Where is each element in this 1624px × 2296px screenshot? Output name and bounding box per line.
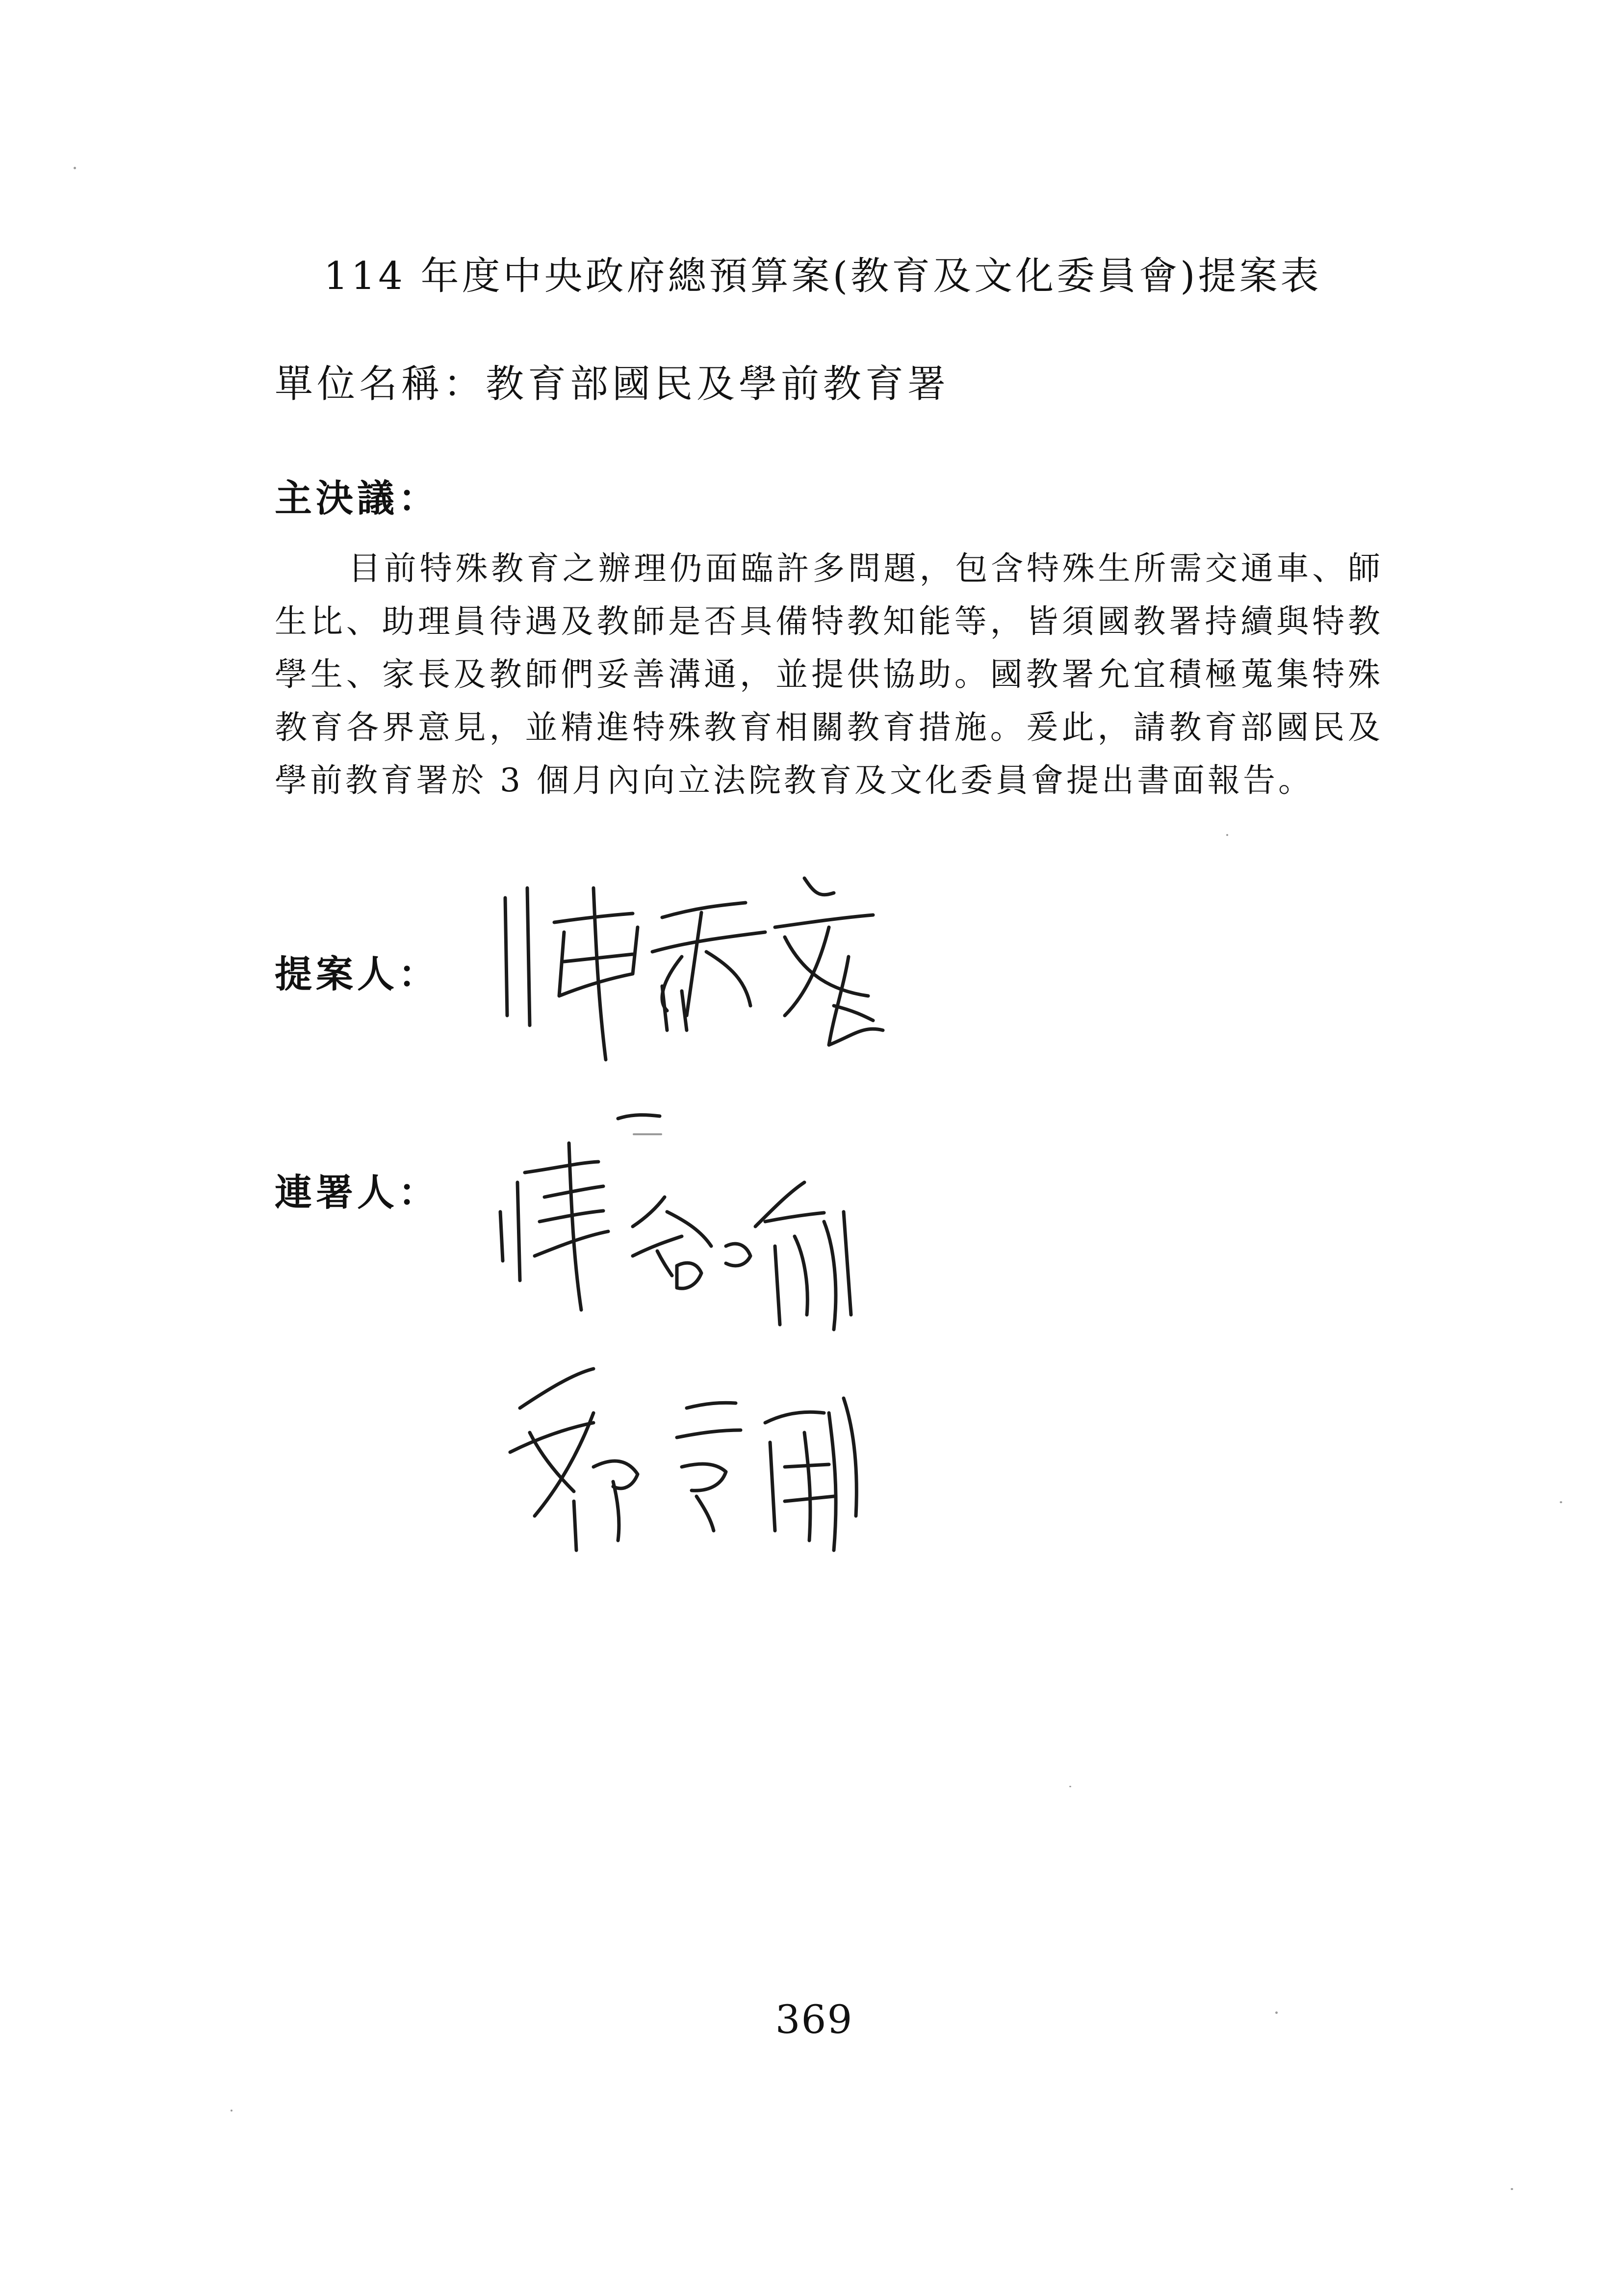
scan-speck (1511, 2188, 1513, 2190)
scan-speck (74, 167, 76, 169)
cosigner-signature-1 (471, 1099, 888, 1334)
scan-speck (1226, 834, 1228, 836)
main-resolution-heading: 主決議： (275, 476, 439, 520)
unit-name-line: 單位名稱：教育部國民及學前教育署 (275, 362, 950, 406)
scan-speck (1069, 1786, 1071, 1787)
document-title: 114 年度中央政府總預算案(教育及文化委員會)提案表 (324, 254, 1322, 298)
page-number: 369 (775, 1997, 853, 2042)
cosigner-label: 連署人： (275, 1171, 439, 1214)
main-resolution-text: 目前特殊教育之辦理仍面臨許多問題，包含特殊生所需交通車、師生比、助理員待遇及教師是否具備特教知能等，皆須國教署持續與特教學生、家長及教師們妥善溝通，並提供協助。國教署允宜積極蒐集特殊教育各界意見，並精進特殊教育相關教育措施。爰此，請教育部國民及學前教育署於 3 個月內向立法院教育及文化委員會提出書面報告。 (275, 549, 1383, 799)
scan-speck (633, 1133, 662, 1135)
proposer-label: 提案人： (275, 952, 439, 996)
scan-speck (1275, 2011, 1278, 2014)
proposer-signature (490, 868, 932, 1065)
scan-speck (231, 2110, 232, 2112)
scan-speck (1560, 1501, 1562, 1503)
cosigner-signature-2 (490, 1354, 893, 1560)
